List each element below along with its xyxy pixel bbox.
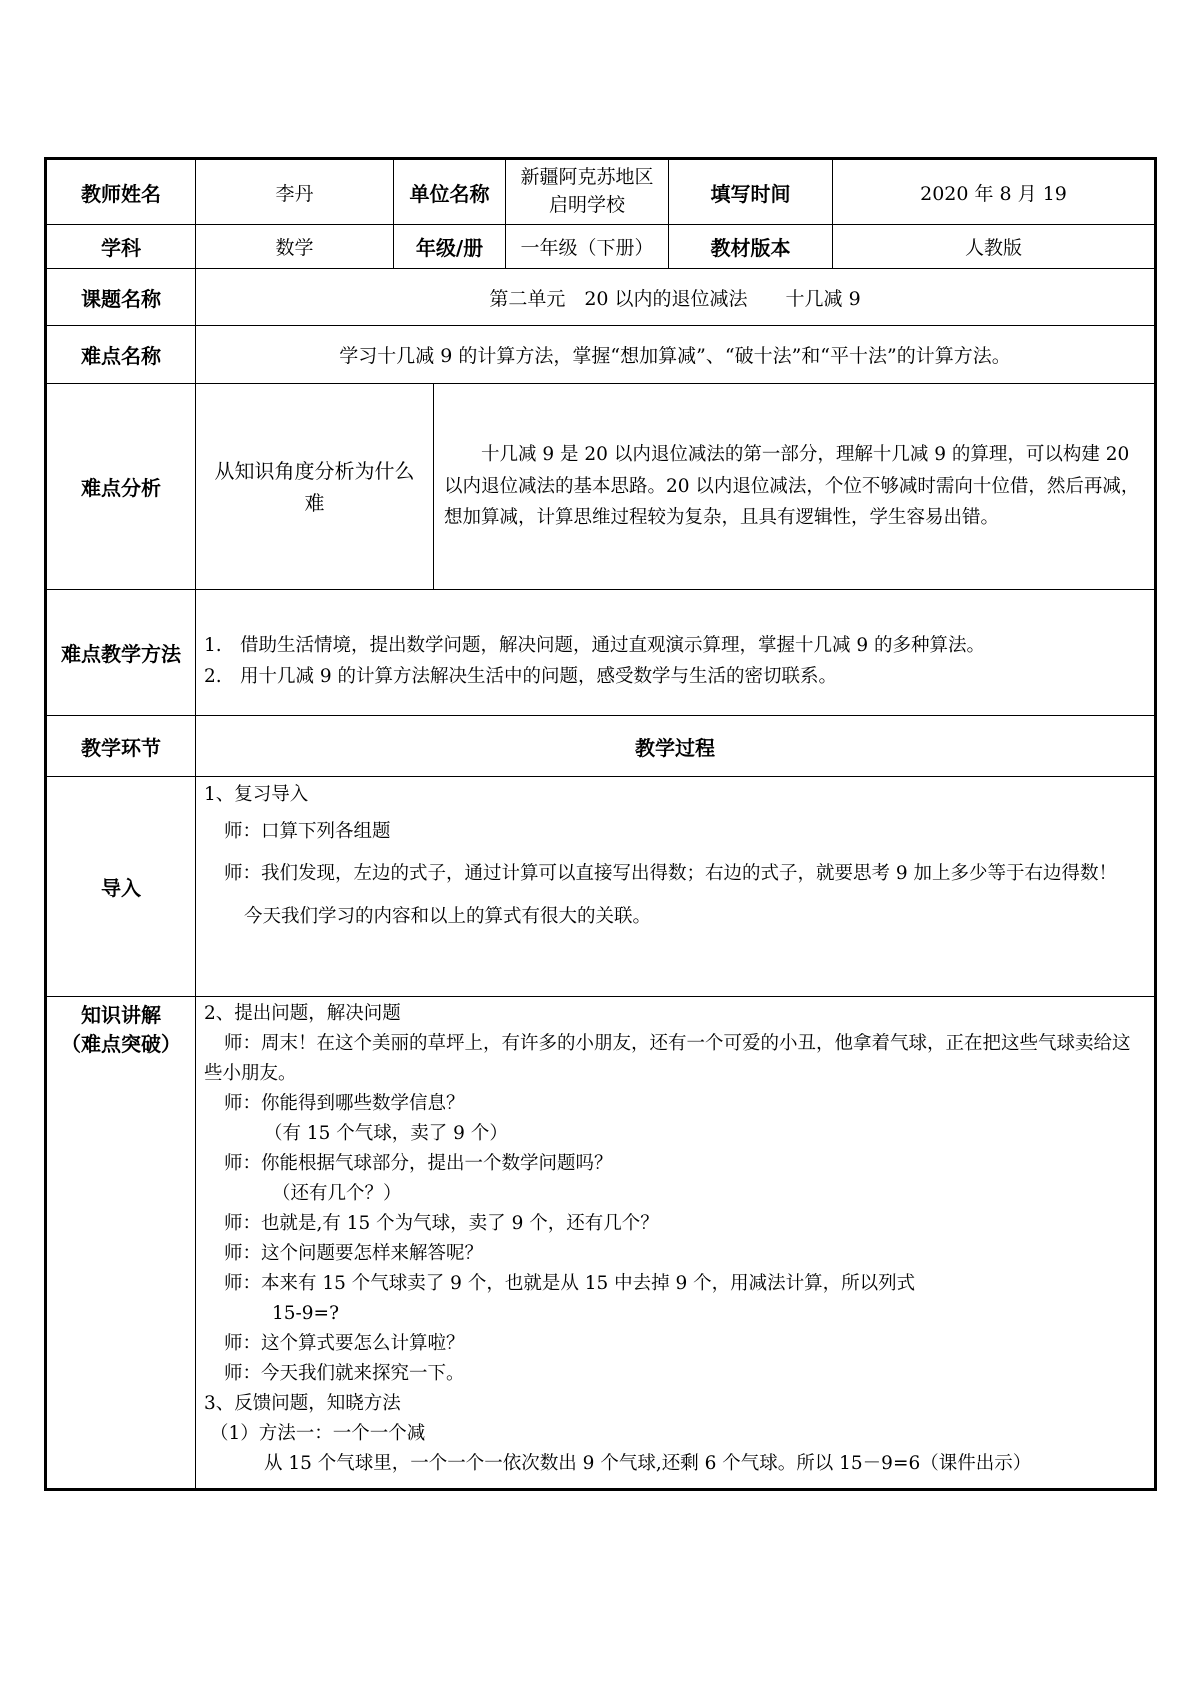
analysis-row	[46, 384, 1156, 590]
knowledge-line: （1）方法一：一个一个减	[210, 1422, 426, 1444]
method-item-number: 2.	[204, 665, 222, 687]
intro-label: 导入	[46, 777, 196, 997]
knowledge-label-line2: （难点突破）	[61, 1032, 181, 1056]
knowledge-line: （还有几个？）	[272, 1182, 402, 1204]
knowledge-line: 师：本来有 15 个气球卖了 9 个，也就是从 15 中去掉 9 个，用减法计算，所以列式	[224, 1272, 916, 1294]
knowledge-label-cell	[46, 997, 196, 1490]
knowledge-line: 师：周末！在这个美丽的草坪上，有许多的小朋友，还有一个可爱的小丑，他拿着气球，正在把这些气球卖给这些小朋友。	[204, 1032, 1131, 1084]
difficulty-value: 学习十几减 9 的计算方法，掌握“想加算减”、“破十法”和“平十法”的计算方法。	[196, 326, 1156, 384]
unit-name-value: 新疆阿克苏地区启明学校	[506, 159, 669, 225]
method-item	[204, 662, 1146, 693]
difficulty-row	[46, 326, 1156, 384]
intro-cell	[196, 777, 1156, 997]
topic-row	[46, 269, 1156, 326]
teacher-name-value: 李丹	[196, 159, 394, 225]
topic-value: 第二单元 20 以内的退位减法 十几减 9	[196, 269, 1156, 326]
knowledge-line: （有 15 个气球，卖了 9 个）	[264, 1122, 508, 1144]
analysis-text-cell	[434, 384, 1156, 590]
lesson-plan-table	[44, 157, 1157, 1491]
unit-name-label: 单位名称	[394, 159, 506, 225]
method-item-number: 1.	[204, 634, 222, 656]
intro-line: 今天我们学习的内容和以上的算式有很大的关联。	[244, 905, 652, 927]
knowledge-line: 3、反馈问题，知晓方法	[204, 1392, 401, 1414]
edition-label: 教材版本	[669, 225, 833, 269]
knowledge-line: 师：你能根据气球部分，提出一个数学问题吗？	[224, 1152, 613, 1174]
knowledge-line: 2、提出问题，解决问题	[204, 1003, 401, 1024]
method-item-text: 用十几减 9 的计算方法解决生活中的问题，感受数学与生活的密切联系。	[240, 665, 838, 687]
fill-date-label: 填写时间	[669, 159, 833, 225]
process-header-row	[46, 716, 1156, 777]
knowledge-line: 师：也就是,有 15 个为气球，卖了 9 个，还有几个？	[224, 1212, 659, 1234]
method-item	[204, 631, 1146, 662]
knowledge-line: 师：这个算式要怎么计算啦？	[224, 1332, 465, 1354]
topic-label: 课题名称	[46, 269, 196, 326]
teacher-name-label: 教师姓名	[46, 159, 196, 225]
knowledge-row	[46, 997, 1156, 1490]
subject-label: 学科	[46, 225, 196, 269]
knowledge-line: 从 15 个气球里，一个一个一依次数出 9 个气球,还剩 6 个气球。所以 15－9=6（课件出示）	[264, 1452, 1032, 1474]
knowledge-label-line1: 知识讲解	[81, 1003, 161, 1027]
intro-line: 师：我们发现，左边的式子，通过计算可以直接写出得数；右边的式子，就要思考 9 加上多少等于右边得数！	[224, 863, 1118, 884]
knowledge-line: 15-9=?	[272, 1302, 339, 1324]
analysis-sub-label: 从知识角度分析为什么难	[196, 384, 434, 590]
method-label: 难点教学方法	[46, 590, 196, 716]
intro-line: 师：口算下列各组题	[224, 821, 391, 843]
method-item-text: 借助生活情境，提出数学问题，解决问题，通过直观演示算理，掌握十几减 9 的多种算法。	[240, 634, 986, 656]
difficulty-label: 难点名称	[46, 326, 196, 384]
edition-value: 人教版	[833, 225, 1156, 269]
grade-value: 一年级（下册）	[506, 225, 669, 269]
method-row	[46, 590, 1156, 716]
method-cell	[196, 590, 1156, 716]
intro-row	[46, 777, 1156, 997]
header-row-2	[46, 225, 1156, 269]
intro-line: 1、复习导入	[204, 784, 309, 805]
header-row-1	[46, 159, 1156, 225]
grade-label: 年级/册	[394, 225, 506, 269]
method-list	[196, 631, 1154, 692]
process-label: 教学过程	[196, 716, 1156, 777]
knowledge-cell	[196, 997, 1156, 1490]
analysis-text: 十几减 9 是 20 以内退位减法的第一部分，理解十几减 9 的算理，可以构建 20 以内退位减法的基本思路。20 以内退位减法，个位不够减时需向十位借，然后再减，想加算减，计算思维过程较为复杂，且具有逻辑性，学生容易出错。	[444, 444, 1140, 529]
knowledge-line: 师：今天我们就来探究一下。	[224, 1362, 465, 1384]
knowledge-line: 师：你能得到哪些数学信息？	[224, 1092, 465, 1114]
knowledge-line: 师：这个问题要怎样来解答呢？	[224, 1242, 484, 1264]
analysis-label: 难点分析	[46, 384, 196, 590]
stage-label: 教学环节	[46, 716, 196, 777]
fill-date-value: 2020 年 8 月 19	[833, 159, 1156, 225]
subject-value: 数学	[196, 225, 394, 269]
